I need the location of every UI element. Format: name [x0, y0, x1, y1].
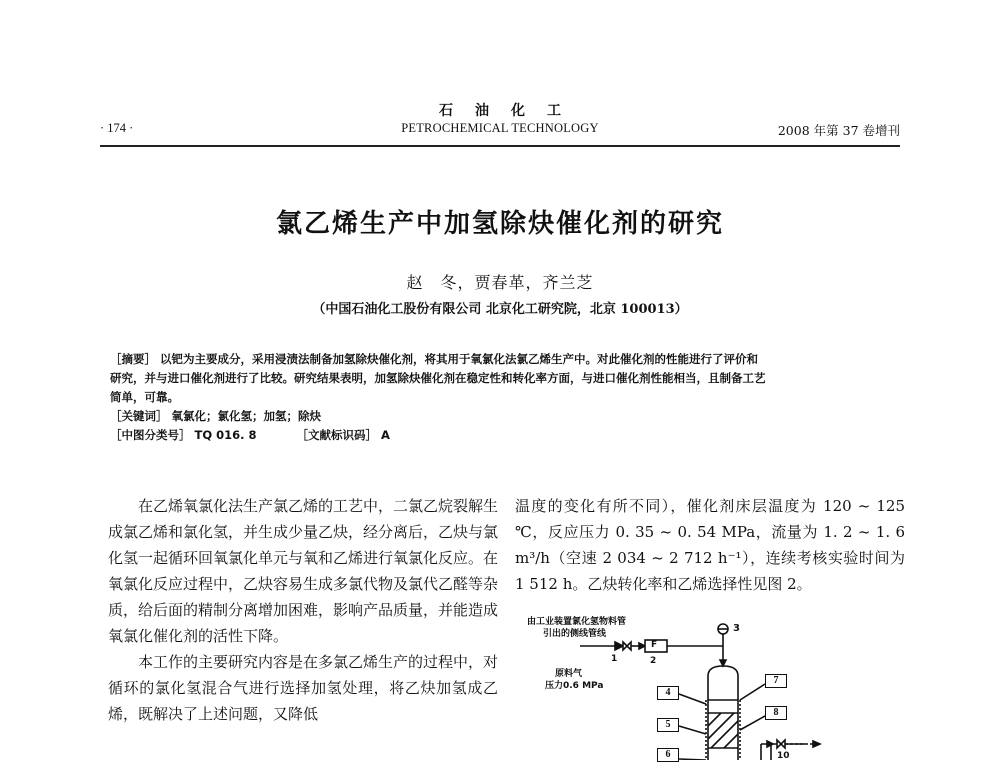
keywords-label: ［关键词］: [110, 409, 168, 423]
abstract-line-1: ［摘要］ 以钯为主要成分，采用浸渍法制备加氢除炔催化剂，将其用于氧氯化法氯乙烯生产中。对此催化剂的性能进行了评价和: [110, 352, 759, 366]
callout-5: 5: [657, 718, 679, 732]
keywords: 氧氯化；氯化氢；加氢；除炔: [171, 409, 322, 423]
page-number: · 174 ·: [100, 121, 134, 135]
article-title: 氯乙烯生产中加氢除炔催化剂的研究: [275, 209, 724, 239]
diagram-lines: [515, 608, 845, 760]
journal-name-en: PETROCHEMICAL TECHNOLOGY: [401, 121, 599, 135]
callout-8: 8: [765, 706, 787, 720]
authors: 赵 冬，贾春革，齐兰芝: [406, 273, 594, 292]
issue-info: 2008 年第 37 卷增刊: [777, 123, 900, 138]
callout-4: 4: [657, 686, 679, 700]
callout-1: 1: [611, 654, 618, 664]
callout-6: 6: [657, 748, 679, 762]
paragraph-conditions: 温度的变化有所不同），催化剂床层温度为 120 ~ 125 ℃，反应压力 0. 35 ~ 0. 54 MPa，流量为 1. 2 ~ 1. 6 m³/h（空速 2 034 ~ 2 712 h⁻¹），连续考核实验时间为 1 512 h。乙炔转化率和乙烯选择性见图 2。: [515, 497, 905, 593]
doc-code-label: ［文献标识码］: [296, 428, 378, 442]
abstract-line-3: 简单，可靠。: [110, 390, 179, 404]
abstract-line-2: 研究，并与进口催化剂进行了比较。研究结果表明，加氢除炔催化剂在稳定性和转化率方面，与进口催化剂性能相当，且制备工艺: [110, 371, 766, 385]
body-left-column: [108, 493, 498, 727]
clc-code: TQ 016. 8: [194, 428, 257, 442]
affiliation: （中国石油化工股份有限公司 北京化工研究院，北京 100013）: [312, 302, 688, 317]
clc-label: ［中图分类号］: [110, 428, 191, 442]
keywords-line: [110, 407, 890, 426]
journal-name-cn: 石油化工: [439, 103, 583, 119]
callout-2: 2: [650, 656, 657, 666]
doc-code: A: [381, 428, 390, 442]
feed-label-line1: 原料气: [555, 669, 583, 679]
flowmeter-label: F: [651, 640, 658, 650]
abstract-label: ［摘要］: [110, 352, 156, 366]
paragraph-intro: 在乙烯氧氯化法生产氯乙烯的工艺中，二氯乙烷裂解生成氯乙烯和氯化氢，并生成少量乙炔，经分离后，乙炔与氯化氢一起循环回氧氯化单元与氧和乙烯进行氧氯化反应。在氧氯化反应过程中，乙炔容易生成多氯代物及氯代乙醛等杂质，给后面的精制分离增加困难，影响产品质量，并能造成氧氯化催化剂的活性下降。: [108, 497, 499, 645]
callout-7: 7: [765, 674, 787, 688]
callout-10: 10: [777, 751, 790, 761]
feed-label-line2: 压力0.6 MPa: [545, 681, 604, 691]
process-flow-diagram: [515, 608, 845, 760]
abstract-block: [110, 350, 890, 445]
classification-line: [110, 426, 890, 445]
source-label-line2: 引出的侧线管线: [543, 629, 607, 639]
header-rule: [100, 145, 900, 147]
body-right-column: [515, 493, 905, 597]
source-label-line1: 由工业装置氯化氢物料管: [527, 617, 627, 627]
callout-3: 3: [733, 623, 740, 634]
paragraph-scope: 本工作的主要研究内容是在多氯乙烯生产的过程中，对循环的氯化氢混合气进行选择加氢处理，将乙炔加氢成乙烯，既解决了上述问题，又降低: [108, 653, 499, 723]
